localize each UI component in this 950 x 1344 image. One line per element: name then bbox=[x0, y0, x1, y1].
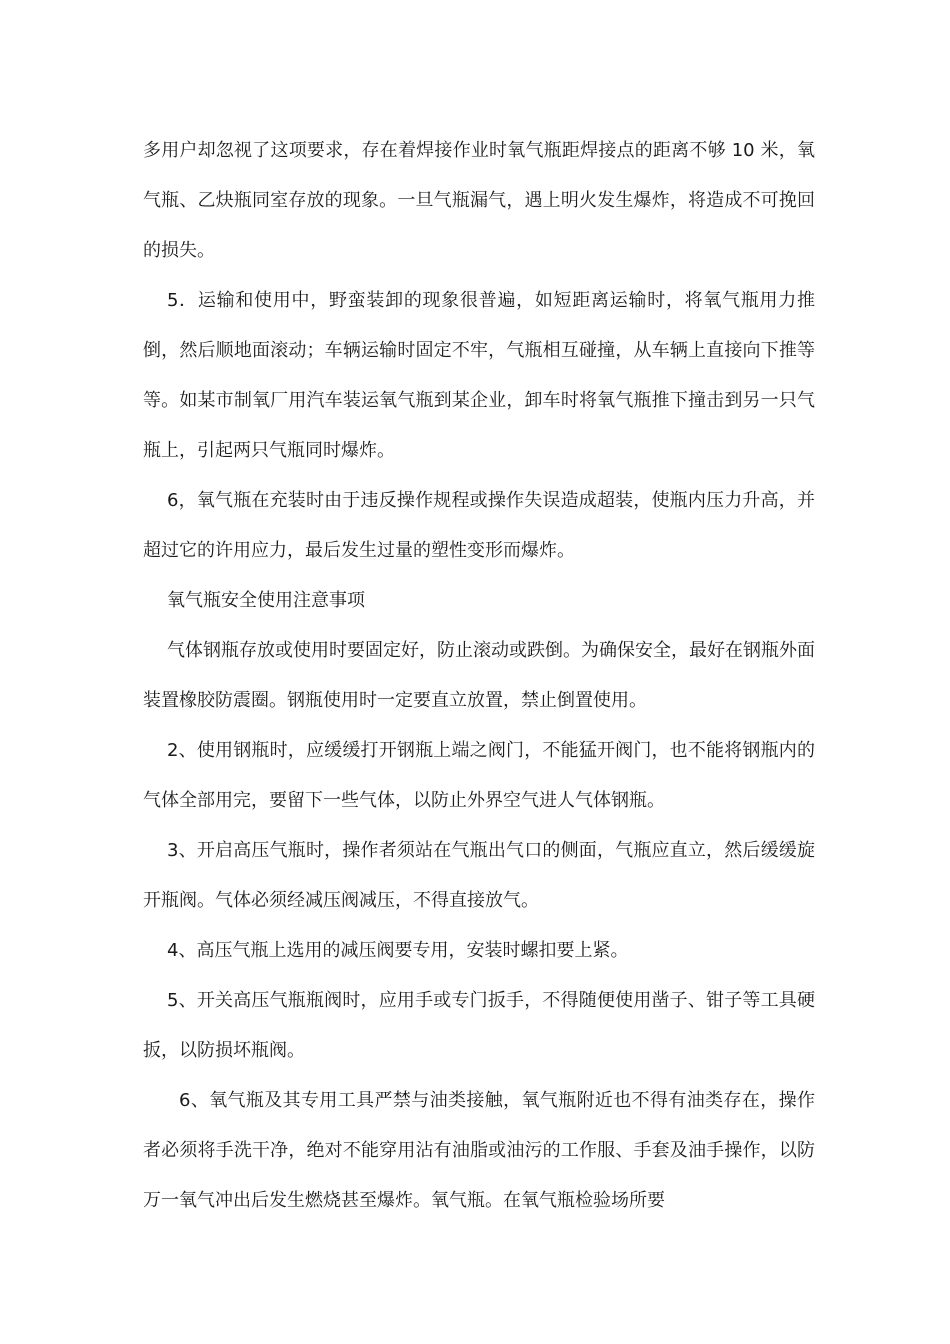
section-heading-safety-notes: 氧气瓶安全使用注意事项 bbox=[167, 590, 365, 611]
paragraph-safety-2: 2、使用钢瓶时，应缓缓打开钢瓶上端之阀门，不能猛开阀门，也不能将钢瓶内的气体全部用完，要留下一些气体，以防止外界空气进人气体钢瓶。 bbox=[143, 740, 815, 811]
paragraph-safety-6: 6、氧气瓶及其专用工具严禁与油类接触，氧气瓶附近也不得有油类存在，操作者必须将手洗干净，绝对不能穿用沾有油脂或油污的工作服、手套及油手操作，以防万一氧气冲出后发生燃烧甚至爆炸。氧气瓶。在氧气瓶检验场所要 bbox=[143, 1090, 815, 1211]
paragraph-safety-3: 3、开启高压气瓶时，操作者须站在气瓶出气口的侧面，气瓶应直立，然后缓缓旋开瓶阀。气体必须经减压阀减压，不得直接放气。 bbox=[143, 840, 815, 911]
paragraph-safety-5: 5、开关高压气瓶瓶阀时，应用手或专门扳手，不得随便使用凿子、钳子等工具硬扳，以防损坏瓶阀。 bbox=[143, 990, 815, 1061]
paragraph-safety-1: 气体钢瓶存放或使用时要固定好，防止滚动或跌倒。为确保安全，最好在钢瓶外面装置橡胶防震圈。钢瓶使用时一定要直立放置，禁止倒置使用。 bbox=[143, 640, 815, 711]
paragraph-item-6-overfill: 6，氧气瓶在充装时由于违反操作规程或操作失误造成超装，使瓶内压力升高，并超过它的许用应力，最后发生过量的塑性变形而爆炸。 bbox=[143, 490, 815, 561]
paragraph-item-5-transport: 5．运输和使用中，野蛮装卸的现象很普遍，如短距离运输时，将氧气瓶用力推倒，然后顺地面滚动；车辆运输时固定不牢，气瓶相互碰撞，从车辆上直接向下推等等。如某市制氧厂用汽车装运氧气瓶到某企业，卸车时将氧气瓶推下撞击到另一只气瓶上，引起两只气瓶同时爆炸。 bbox=[143, 290, 815, 461]
document-body bbox=[143, 126, 815, 1226]
paragraph-continuation: 多用户却忽视了这项要求，存在着焊接作业时氧气瓶距焊接点的距离不够 10 米，氧气瓶、乙炔瓶同室存放的现象。一旦气瓶漏气，遇上明火发生爆炸，将造成不可挽回的损失。 bbox=[143, 140, 815, 261]
paragraph-safety-4: 4、高压气瓶上选用的减压阀要专用，安装时螺扣要上紧。 bbox=[167, 940, 629, 961]
